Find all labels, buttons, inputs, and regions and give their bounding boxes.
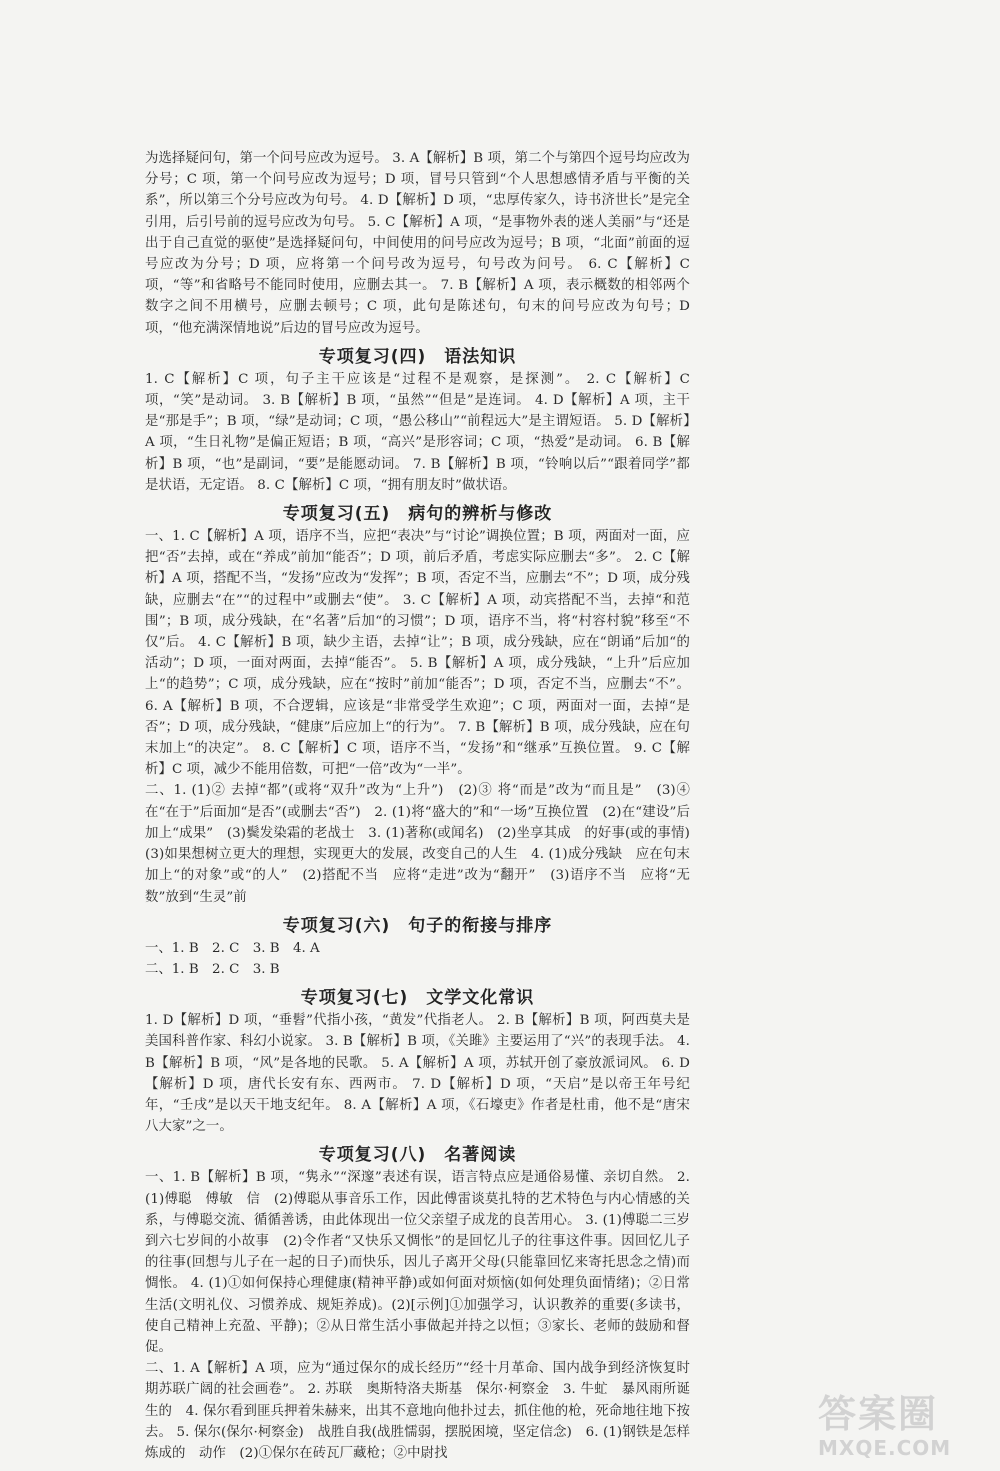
answer-page: [145, 148, 704, 1464]
section-heading-grammar: 专项复习(四) 语法知识: [318, 346, 517, 367]
section-heading-literature: 专项复习(七) 文学文化常识: [300, 988, 535, 1009]
answer-line: 二、1. B 2. C 3. B: [145, 961, 280, 977]
section-heading-sentence-order: 专项复习(六) 句子的衔接与排序: [282, 915, 553, 936]
watermark-url: MXQE.COM: [818, 1436, 952, 1460]
section-heading-classics: 专项复习(八) 名著阅读: [318, 1145, 517, 1166]
section-heading-sentence-errors: 专项复习(五) 病句的辨析与修改: [282, 504, 553, 525]
answer-paragraph: 二、1. (1)② 去掉“都”(或将“双升”改为“上升”) (2)③ 将“而是”改为“而且是” (3)④ 在“在于”后面加“是否”(或删去“否”) 2. (1)将“盛大的”和“一场”互换位置 (2)在“建设”后加上“成果” (3)鬓发染霜的老战士 3. (1)著称(或闻名) (2)坐享其成 的好事(或的事情) (3)如果想树立更大的理想，实现更大的发展，改变自己的人生 4. (1)成分残缺 应在句末加上“的对象”或“的人” (2)搭配不当 应将“走进”改为“翻开” (3)语序不当 应将“无数”放到“生灵”前: [145, 783, 704, 905]
answer-paragraph: 为选择疑问句，第一个问号应改为逗号。 3. A【解析】B 项，第二个与第四个逗号均应改为分号；C 项，第一个问号应改为逗号；D 项，冒号只管到“个人思想感情矛盾与平衡的关系”，所以第三个分号应改为句号。 4. D【解析】D 项，“忠厚传家久，诗书济世长”是完全引用，后引号前的逗号应改为句号。 5. C【解析】A 项，“是事物外表的迷人美丽”与“还是出于自己直觉的驱使”是选择疑问句，中间使用的问号应改为逗号；B 项，“北面”前面的逗号应改为分号；D 项，应将第一个问号改为逗号，句号改为问号。 6. C【解析】C 项，“等”和省略号不能同时使用，应删去其一。 7. B【解析】A 项，表示概数的相邻两个数字之间不用横号，应删去顿号；C 项，此句是陈述句，句末的问号应改为句号；D 项，“他充满深情地说”后边的冒号应改为逗号。: [145, 151, 690, 336]
answer-paragraph: 二、1. A【解析】A 项，应为“通过保尔的成长经历”“经十月革命、国内战争到经济恢复时期苏联广阔的社会画卷”。 2. 苏联 奥斯特洛夫斯基 保尔·柯察金 3. 牛虻 暴风雨所诞生的 4. 保尔看到匪兵押着朱赫来，出其不意地向他扑过去，抓住他的枪，死命地往地下按去。 5. 保尔(保尔·柯察金) 战胜自我(战胜懦弱，摆脱困境，坚定信念) 6. (1)钢铁是怎样炼成的 动作 (2)①保尔在砖瓦厂藏枪；②中尉找: [145, 1361, 690, 1461]
watermark-title: 答案圈: [818, 1392, 939, 1436]
answer-paragraph: 一、1. C【解析】A 项，语序不当，应把“表决”与“讨论”调换位置；B 项，两面对一面，应把“否”去掉，或在“养成”前加“能否”；D 项，前后矛盾，考虑实际应删去“多”。 2. C【解析】A 项，搭配不当，“发扬”应改为“发挥”；B 项，否定不当，应删去“不”；D 项，成分残缺，应删去“在”“的过程中”或删去“使”。 3. C【解析】A 项，动宾搭配不当，去掉“和范围”；B 项，成分残缺，在“名著”后加“的习惯”；D 项，语序不当，将“村容村貌”移至“不仅”后。 4. C【解析】B 项，缺少主语，去掉“让”；B 项，成分残缺，应在“朗诵”后加“的活动”；D 项，一面对两面，去掉“能否”。 5. B【解析】A 项，成分残缺，“上升”后应加上“的趋势”；C 项，成分残缺，应在“按时”前加“能否”；D 项，否定不当，应删去“不”。 6. A【解析】B 项，不合逻辑，应该是“非常受学生欢迎”；C 项，两面对一面，去掉“是否”；D 项，成分残缺，“健康”后应加上“的行为”。 7. B【解析】B 项，成分残缺，应在句末加上“的决定”。 8. C【解析】C 项，语序不当，“发扬”和“继承”互换位置。 9. C【解析】C 项，减少不能用倍数，可把“一倍”改为“一半”。: [145, 529, 690, 778]
watermark-logo: [818, 1392, 993, 1468]
answer-paragraph: 1. D【解析】D 项，“垂髫”代指小孩，“黄发”代指老人。 2. B【解析】B 项，阿西莫夫是美国科普作家、科幻小说家。 3. B【解析】B 项，《关雎》主要运用了“兴”的表现手法。 4. B【解析】B 项，“风”是各地的民歌。 5. A【解析】A 项，苏轼开创了豪放派词风。 6. D【解析】D 项，唐代长安有东、西两市。 7. D【解析】D 项，“天启”是以帝王年号纪年，“壬戌”是以天干地支纪年。 8. A【解析】A 项，《石壕吏》作者是杜甫，他不是“唐宋八大家”之一。: [145, 1013, 690, 1135]
answer-paragraph: 1. C【解析】C 项，句子主干应该是“过程不是观察，是探测”。 2. C【解析】C 项，“笑”是动词。 3. B【解析】B 项，“虽然”“但是”是连词。 4. D【解析】A 项，主干是“那是手”；B 项，“绿”是动词；C 项，“愚公移山”“前程远大”是主谓短语。 5. D【解析】A 项，“生日礼物”是偏正短语；B 项，“高兴”是形容词；C 项，“热爱”是动词。 6. B【解析】B 项，“也”是副词，“要”是能愿动词。 7. B【解析】B 项，“铃响以后”“跟着同学”都是状语，无定语。 8. C【解析】C 项，“拥有朋友时”做状语。: [145, 371, 690, 493]
answer-paragraph: 一、1. B【解析】B 项，“隽永”“深邃”表述有误，语言特点应是通俗易懂、亲切自然。 2. (1)傅聪 傅敏 信 (2)傅聪从事音乐工作，因此傅雷谈莫扎特的艺术特色与内心情感的关系，与傅聪交流、循循善诱，由此体现出一位父亲望子成龙的良苦用心。 3. (1)傅聪二三岁到六七岁间的小故事 (2)令作者“又快乐又惆怅”的是回忆儿子的往事这件事。因回忆儿子的往事(回想与儿子在一起的日子)而快乐，因儿子离开父母(只能靠回忆来寄托思念之情)而惆怅。 4. (1)①如何保持心理健康(精神平静)或如何面对烦恼(如何处理负面情绪)；②日常生活(文明礼仪、习惯养成、规矩养成)。(2)[示例]①加强学习，认识教养的重要(多读书，使自己精神上充盈、平静)；②从日常生活小事做起并持之以恒；③家长、老师的鼓励和督促。: [145, 1170, 690, 1355]
answer-line: 一、1. B 2. C 3. B 4. A: [145, 940, 320, 956]
